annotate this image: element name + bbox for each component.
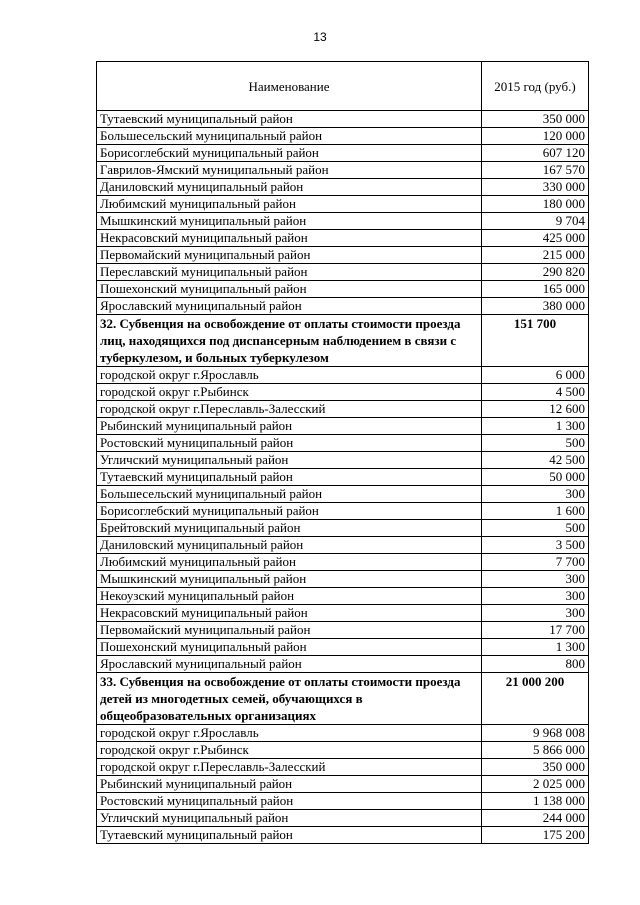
table-row — [97, 776, 589, 793]
row-name: Первомайский муниципальный район — [97, 247, 482, 264]
row-value: 17 700 — [482, 622, 589, 639]
table-row — [97, 452, 589, 469]
row-value: 300 — [482, 486, 589, 503]
row-name: Большесельский муниципальный район — [97, 486, 482, 503]
table-row — [97, 793, 589, 810]
row-value: 330 000 — [482, 179, 589, 196]
row-name: Тутаевский муниципальный район — [97, 827, 482, 844]
row-name: Тутаевский муниципальный район — [97, 111, 482, 128]
row-name: городской округ г.Переславль-Залесский — [97, 401, 482, 418]
table-row — [97, 622, 589, 639]
table-row — [97, 469, 589, 486]
row-value: 7 700 — [482, 554, 589, 571]
table-row — [97, 810, 589, 827]
row-value: 167 570 — [482, 162, 589, 179]
row-name: Рыбинский муниципальный район — [97, 776, 482, 793]
row-value: 300 — [482, 588, 589, 605]
page-number: 13 — [313, 30, 327, 44]
section-title: 32. Субвенция на освобождение от оплаты стоимости проезда лиц, находящихся под диспансерным наблюдением в связи с туберкулезом, и больных туберкулезом — [97, 315, 482, 367]
table-row — [97, 827, 589, 844]
table-row — [97, 503, 589, 520]
section-row-33 — [97, 673, 589, 725]
row-name: Рыбинский муниципальный район — [97, 418, 482, 435]
row-name: Переславский муниципальный район — [97, 264, 482, 281]
row-name: Любимский муниципальный район — [97, 196, 482, 213]
row-name: городской округ г.Рыбинск — [97, 742, 482, 759]
row-name: Ростовский муниципальный район — [97, 435, 482, 452]
table-row — [97, 111, 589, 128]
row-value: 180 000 — [482, 196, 589, 213]
row-value: 50 000 — [482, 469, 589, 486]
table-row — [97, 656, 589, 673]
row-value: 165 000 — [482, 281, 589, 298]
row-value: 120 000 — [482, 128, 589, 145]
row-value: 300 — [482, 571, 589, 588]
row-value: 1 600 — [482, 503, 589, 520]
table-row — [97, 554, 589, 571]
row-value: 800 — [482, 656, 589, 673]
table-row — [97, 367, 589, 384]
table-row — [97, 162, 589, 179]
table-row — [97, 725, 589, 742]
row-name: Первомайский муниципальный район — [97, 622, 482, 639]
row-name: Ростовский муниципальный район — [97, 793, 482, 810]
row-name: Борисоглебский муниципальный район — [97, 503, 482, 520]
table-row — [97, 145, 589, 162]
row-value: 175 200 — [482, 827, 589, 844]
table-row — [97, 435, 589, 452]
row-name: Любимский муниципальный район — [97, 554, 482, 571]
row-name: Брейтовский муниципальный район — [97, 520, 482, 537]
table-row — [97, 588, 589, 605]
header-value-column: 2015 год (руб.) — [482, 62, 589, 111]
row-name: Тутаевский муниципальный район — [97, 469, 482, 486]
table-row — [97, 742, 589, 759]
table-row — [97, 230, 589, 247]
row-name: Гаврилов-Ямский муниципальный район — [97, 162, 482, 179]
row-name: Некрасовский муниципальный район — [97, 230, 482, 247]
section-total: 151 700 — [482, 315, 589, 367]
row-value: 42 500 — [482, 452, 589, 469]
row-value: 500 — [482, 435, 589, 452]
table-row — [97, 128, 589, 145]
row-value: 6 000 — [482, 367, 589, 384]
row-name: городской округ г.Ярославль — [97, 725, 482, 742]
table-row — [97, 264, 589, 281]
row-value: 215 000 — [482, 247, 589, 264]
table-row — [97, 281, 589, 298]
table-row — [97, 520, 589, 537]
row-name: городской округ г.Рыбинск — [97, 384, 482, 401]
row-name: Угличский муниципальный район — [97, 810, 482, 827]
section-total: 21 000 200 — [482, 673, 589, 725]
row-name: Пошехонский муниципальный район — [97, 281, 482, 298]
table-row — [97, 213, 589, 230]
section-title: 33. Субвенция на освобождение от оплаты стоимости проезда детей из многодетных семей, обучающихся в общеобразовательных организациях — [97, 673, 482, 725]
row-value: 350 000 — [482, 759, 589, 776]
row-value: 12 600 — [482, 401, 589, 418]
row-value: 300 — [482, 605, 589, 622]
row-value: 607 120 — [482, 145, 589, 162]
row-value: 290 820 — [482, 264, 589, 281]
table-row — [97, 196, 589, 213]
table-row — [97, 639, 589, 656]
table-header-row — [97, 62, 589, 111]
table-row — [97, 605, 589, 622]
row-value: 380 000 — [482, 298, 589, 315]
row-value: 9 704 — [482, 213, 589, 230]
row-name: Мышкинский муниципальный район — [97, 571, 482, 588]
table-row — [97, 486, 589, 503]
header-name-column: Наименование — [97, 62, 482, 111]
row-name: Ярославский муниципальный район — [97, 298, 482, 315]
row-value: 350 000 — [482, 111, 589, 128]
row-name: Пошехонский муниципальный район — [97, 639, 482, 656]
row-value: 5 866 000 — [482, 742, 589, 759]
row-value: 500 — [482, 520, 589, 537]
row-name: Ярославский муниципальный район — [97, 656, 482, 673]
row-value: 3 500 — [482, 537, 589, 554]
row-name: Борисоглебский муниципальный район — [97, 145, 482, 162]
table-row — [97, 537, 589, 554]
row-name: Даниловский муниципальный район — [97, 537, 482, 554]
section-row-32 — [97, 315, 589, 367]
row-value: 425 000 — [482, 230, 589, 247]
row-name: городской округ г.Переславль-Залесский — [97, 759, 482, 776]
row-name: Большесельский муниципальный район — [97, 128, 482, 145]
row-value: 1 300 — [482, 418, 589, 435]
row-name: Некоузский муниципальный район — [97, 588, 482, 605]
budget-table — [96, 61, 589, 844]
table-row — [97, 179, 589, 196]
table-row — [97, 384, 589, 401]
row-name: Некрасовский муниципальный район — [97, 605, 482, 622]
table-row — [97, 401, 589, 418]
row-name: Угличский муниципальный район — [97, 452, 482, 469]
row-value: 1 300 — [482, 639, 589, 656]
row-value: 4 500 — [482, 384, 589, 401]
row-value: 1 138 000 — [482, 793, 589, 810]
table-row — [97, 759, 589, 776]
row-value: 2 025 000 — [482, 776, 589, 793]
row-name: Мышкинский муниципальный район — [97, 213, 482, 230]
table-row — [97, 571, 589, 588]
row-value: 9 968 008 — [482, 725, 589, 742]
row-name: Даниловский муниципальный район — [97, 179, 482, 196]
row-value: 244 000 — [482, 810, 589, 827]
table-row — [97, 247, 589, 264]
table-row — [97, 418, 589, 435]
row-name: городской округ г.Ярославль — [97, 367, 482, 384]
table-row — [97, 298, 589, 315]
